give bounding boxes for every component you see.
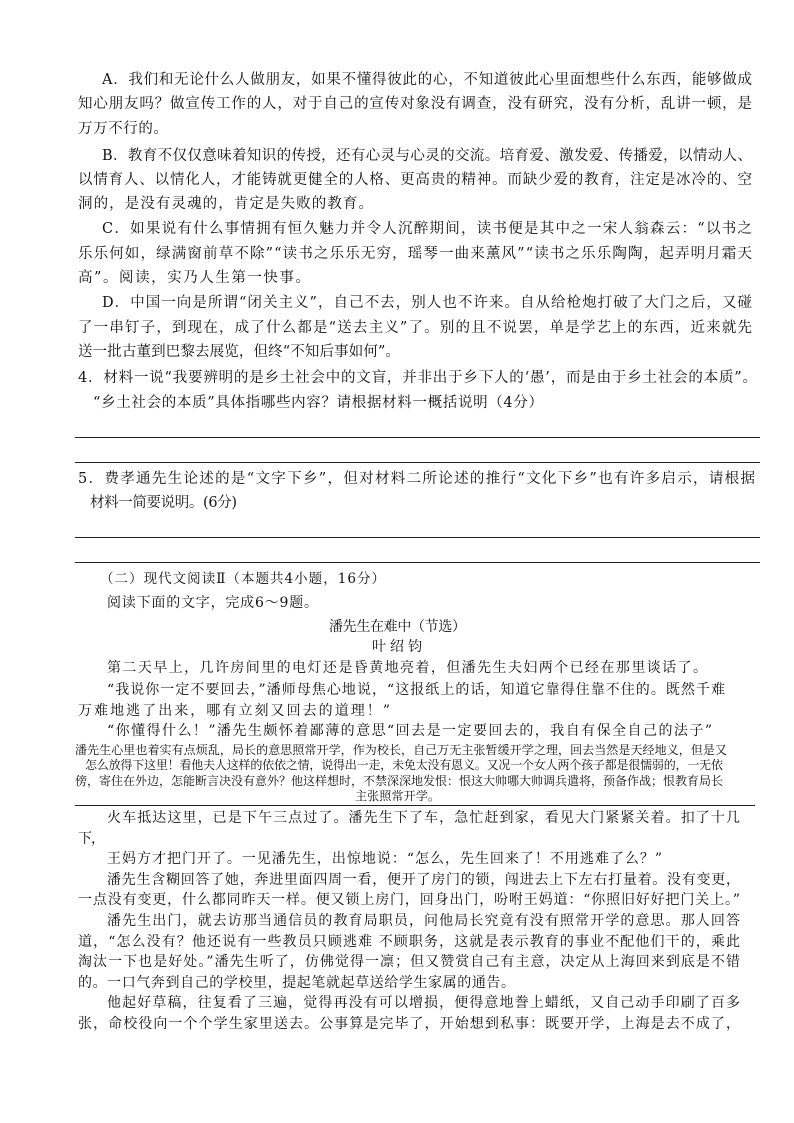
- passage-line: 的。一口气奔到自己的学校里，提起笔就起草送给学生家属的通告。: [78, 975, 516, 991]
- option-a-line: 万万不行的。: [78, 121, 169, 137]
- divider: [75, 805, 755, 806]
- section-header: （二）现代文阅读Ⅱ（本题共4小题，16分）: [100, 571, 387, 587]
- passage-title: 潘先生在难中（节选）: [329, 619, 466, 635]
- inserted-text-line: 怎么放得下这里！看他夫人这样的依依之情，说得出一走，未免太没有恩义。又况一个女人两个孩子都是很懦弱的，一无依: [85, 758, 723, 772]
- question-5-line: 材料一简要说明。(6分): [90, 495, 237, 511]
- option-b-line: 洞的，是没有灵魂的，肯定是失败的教育。: [78, 196, 375, 212]
- passage-line: 淘汰一下也是好处。”潘先生听了，仿佛觉得一凛；但又赞赏自己有主意，决定从上海回来到底是不错: [78, 954, 742, 970]
- passage-line: 一点没有变更，什么都同昨天一样。便又锁上房门，回身出门，吩咐王妈道：“你照旧好好把门关上。”: [78, 892, 741, 908]
- passage-line: “我说你一定不要回去，”潘师母焦心地说，“这报纸上的话，知道它靠得住靠不住的。既然千难: [107, 682, 727, 698]
- passage-line: 下，: [78, 831, 104, 847]
- passage-line: 他起好草稿，往复看了三遍，觉得再没有可以增损，便得意地誊上蜡纸，又自己动手印刷了百多: [107, 995, 742, 1011]
- option-b-line: 以情育人、以情化人，才能铸就更健全的人格、更高贵的精神。而缺少爱的教育，注定是冰冷的、空: [78, 172, 753, 188]
- passage-line: 第二天早上，几许房间里的电灯还是昏黄地亮着，但潘先生夫妇两个已经在那里谈话了。: [107, 660, 709, 676]
- passage-line: 火车抵达这里，已是下午三点过了。潘先生下了车，急忙赶到家，看见大门紧紧关着。扣了十几: [107, 810, 742, 826]
- reading-instruction: 阅读下面的文字，完成6～9题。: [107, 595, 319, 611]
- option-d-line: 送一批古董到巴黎去展览，但终“不知后事如何”。: [78, 344, 401, 360]
- option-d-line: 了一串钉子，到现在，成了什么都是“送去主义”了。别的且不说罢，单是学艺上的东西，近来就先: [78, 320, 754, 336]
- passage-line: 万难地逃了出来，哪有立刻又回去的道理！”: [78, 703, 393, 719]
- option-a-line: A．我们和无论什么人做朋友，如果不懂得彼此的心，不知道彼此心里面想些什么东西，能够做成: [102, 72, 753, 88]
- passage-line: 潘先生出门，就去访那当通信员的教育局职员，问他局长究竟有没有照常开学的意思。那人回答: [107, 913, 742, 929]
- option-d-line: D．中国一向是所谓“闭关主义”，自己不去，别人也不许来。自从给枪炮打破了大门之后，又碰: [102, 295, 754, 311]
- passage-line: 王妈方才把门开了。一见潘先生，出惊地说：“怎么，先生回来了！不用逃难了么？”: [107, 851, 663, 867]
- question-4-line: 4．材料一说“我要辨明的是乡土社会中的文盲，并非出于乡下人的‘愚’，而是由于乡土社会的本质”。: [78, 370, 758, 386]
- answer-line: [75, 462, 760, 463]
- answer-line: [75, 562, 760, 563]
- inserted-text-line: 潘先生心里也着实有点烦乱，局长的意思照常开学，作为校长，自己万无主张暂缓开学之理，回去当然是天经地义，但是又: [75, 743, 728, 757]
- passage-line: 张，命校役向一个个学生家里送去。公事算是完毕了，开始想到私事：既要开学，上海是去不成了，: [78, 1016, 742, 1032]
- option-c-line: 高”。阅读，实乃人生第一快事。: [78, 270, 312, 286]
- passage-line: 潘先生含糊回答了她，奔进里面四周一看，便开了房门的锁，闯进去上下左右打量着。没有变更，: [107, 872, 741, 888]
- option-a-line: 知心朋友吗？做宣传工作的人，对于自己的宣传对象没有调查，没有研究，没有分析，乱讲一顿，是: [78, 96, 753, 112]
- inserted-text-line: 傍，寄住在外边，怎能断言决没有意外？他这样想时，不禁深深地发恨：恨这大帅哪大帅调兵遣将，预备作战；恨教育局长: [75, 774, 723, 788]
- option-b-line: B．教育不仅仅意味着知识的传授，还有心灵与心灵的交流。培育爱、激发爱、传播爱，以情动人、: [102, 148, 753, 164]
- option-c-line: 乐乐何如，绿满窗前草不除”“读书之乐乐无穷，瑶琴一曲来薰风”“读书之乐乐陶陶，起弄明月霜天: [78, 246, 754, 262]
- passage-author: 叶绍钧: [372, 639, 426, 655]
- passage-line: 道，“怎么没有？他还说有一些教员只顾逃难 不顾职务，这就是表示教育的事业不配他们干的，乘此: [78, 934, 742, 950]
- option-c-line: C．如果说有什么事情拥有恒久魅力并令人沉醉期间，读书便是其中之一宋人翁森云：“以书之: [102, 221, 754, 237]
- question-5-line: 5．费孝通先生论述的是“文字下乡”，但对材料二所论述的推行“文化下乡”也有许多启示，请根据: [78, 471, 757, 487]
- answer-line: [75, 537, 760, 538]
- inserted-text-line: 主张照常开学。: [355, 789, 441, 803]
- question-4-line: “乡土社会的本质”具体指哪些内容？请根据材料一概括说明（4分）: [93, 395, 544, 411]
- answer-line: [75, 437, 760, 438]
- passage-line: “你懂得什么！”潘先生颇怀着鄙薄的意思“回去是一定要回去的，我自有保全自己的法子”: [107, 723, 714, 739]
